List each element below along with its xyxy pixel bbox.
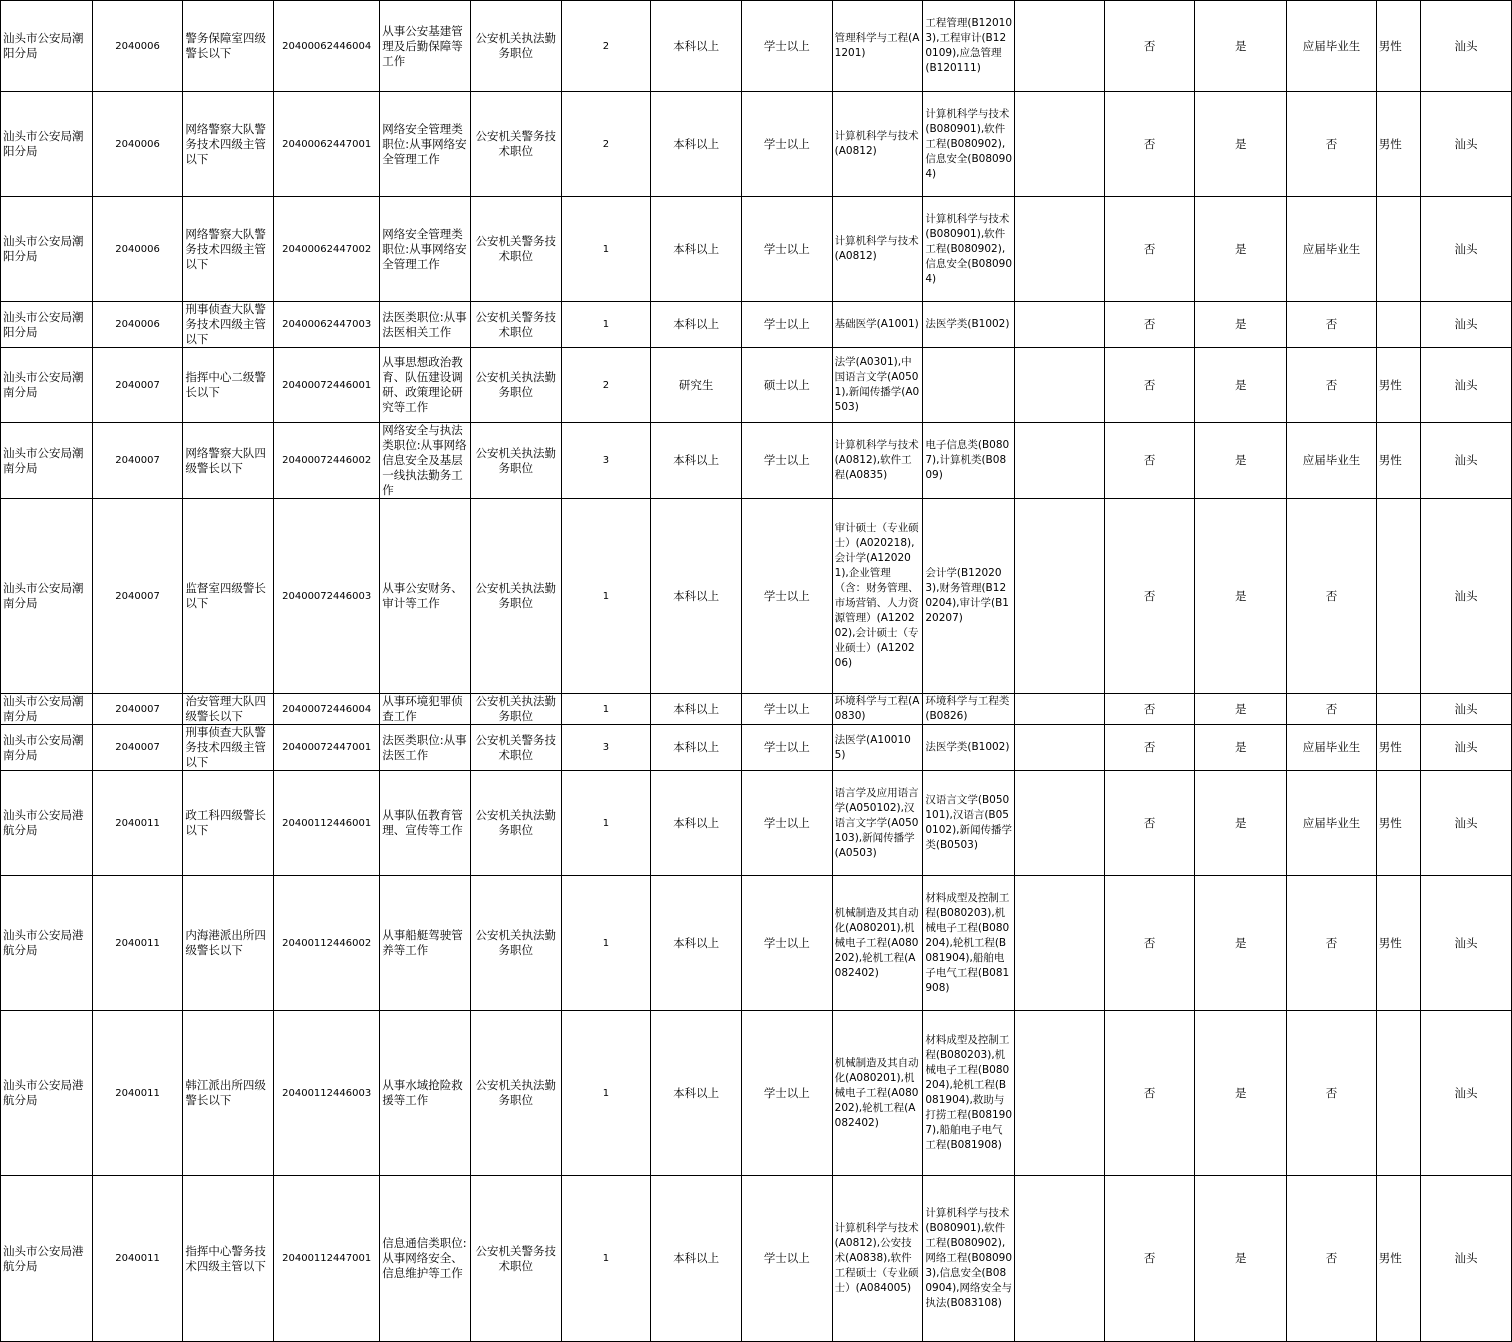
duties-cell: 法医类职位:从事法医相关工作	[380, 302, 471, 348]
grassroots-experience-cell: 否	[1104, 302, 1195, 348]
professional-exam-cell: 是	[1195, 1011, 1287, 1176]
duties-cell: 网络安全与执法类职位:从事网络信息安全及基层一线执法勤务工作	[380, 423, 471, 499]
graduate-major-cell: 计算机科学与技术(A0812),公安技术(A0838),软件工程硕士（专业硕士）(A084005)	[832, 1176, 923, 1342]
gender-cell	[1376, 1011, 1420, 1176]
location-cell: 汕头	[1421, 197, 1512, 302]
unit-cell: 汕头市公安局潮阳分局	[1, 92, 93, 197]
undergraduate-major-cell: 法医学类(B1002)	[923, 302, 1015, 348]
duties-cell: 从事思想政治教育、队伍建设调研、政策理论研究等工作	[380, 348, 471, 423]
education-cell: 本科以上	[651, 1, 742, 92]
undergraduate-major-cell: 电子信息类(B0807),计算机类(B0809)	[923, 423, 1015, 499]
location-cell: 汕头	[1421, 423, 1512, 499]
graduate-major-cell: 计算机科学与技术(A0812)	[832, 197, 923, 302]
table-row	[1, 302, 1512, 348]
degree-cell: 学士以上	[741, 302, 832, 348]
unit-code-cell: 2040011	[92, 1176, 183, 1342]
gender-cell	[1376, 197, 1420, 302]
fresh-graduate-cell: 应届毕业生	[1287, 771, 1377, 876]
gender-cell	[1376, 302, 1420, 348]
degree-cell: 学士以上	[741, 1, 832, 92]
unit-code-cell: 2040006	[92, 1, 183, 92]
fresh-graduate-cell: 否	[1287, 694, 1377, 725]
degree-cell: 学士以上	[741, 771, 832, 876]
gender-cell: 男性	[1376, 348, 1420, 423]
count-cell: 1	[561, 771, 651, 876]
professional-exam-cell: 是	[1195, 771, 1287, 876]
gender-cell: 男性	[1376, 1, 1420, 92]
grassroots-experience-cell: 否	[1104, 1176, 1195, 1342]
unit-cell: 汕头市公安局潮南分局	[1, 725, 93, 771]
unit-cell: 汕头市公安局潮南分局	[1, 348, 93, 423]
category-cell: 公安机关执法勤务职位	[470, 1011, 561, 1176]
location-cell: 汕头	[1421, 348, 1512, 423]
unit-code-cell: 2040007	[92, 725, 183, 771]
graduate-major-cell: 审计硕士（专业硕士）(A020218),会计学(A120201),企业管理（含：财务管理、市场营销、人力资源管理）(A120202),会计硕士（专业硕士）(A120206)	[832, 499, 923, 694]
location-cell: 汕头	[1421, 725, 1512, 771]
professional-exam-cell: 是	[1195, 876, 1287, 1011]
unit-code-cell: 2040011	[92, 1011, 183, 1176]
location-cell: 汕头	[1421, 92, 1512, 197]
count-cell: 2	[561, 1, 651, 92]
category-cell: 公安机关执法勤务职位	[470, 1, 561, 92]
position-code-cell: 20400062446004	[274, 1, 380, 92]
location-cell: 汕头	[1421, 302, 1512, 348]
fresh-graduate-cell: 应届毕业生	[1287, 423, 1377, 499]
undergraduate-major-cell: 工程管理(B120103),工程审计(B120109),应急管理(B120111)	[923, 1, 1015, 92]
table-row	[1, 725, 1512, 771]
gender-cell	[1376, 694, 1420, 725]
duties-cell: 信息通信类职位:从事网络安全、信息维护等工作	[380, 1176, 471, 1342]
count-cell: 1	[561, 499, 651, 694]
grassroots-experience-cell: 否	[1104, 348, 1195, 423]
table-row	[1, 92, 1512, 197]
table-row	[1, 694, 1512, 725]
position-name-cell: 监督室四级警长以下	[183, 499, 274, 694]
gender-cell: 男性	[1376, 1176, 1420, 1342]
college-major-cell	[1015, 725, 1105, 771]
fresh-graduate-cell: 应届毕业生	[1287, 725, 1377, 771]
unit-code-cell: 2040006	[92, 197, 183, 302]
position-name-cell: 网络警察大队警务技术四级主管以下	[183, 92, 274, 197]
table-row	[1, 423, 1512, 499]
duties-cell: 从事水域抢险救援等工作	[380, 1011, 471, 1176]
position-name-cell: 网络警察大队警务技术四级主管以下	[183, 197, 274, 302]
gender-cell: 男性	[1376, 92, 1420, 197]
degree-cell: 学士以上	[741, 423, 832, 499]
count-cell: 1	[561, 1011, 651, 1176]
college-major-cell	[1015, 197, 1105, 302]
gender-cell	[1376, 499, 1420, 694]
college-major-cell	[1015, 694, 1105, 725]
table-row	[1, 197, 1512, 302]
undergraduate-major-cell: 会计学(B120203),财务管理(B120204),审计学(B120207)	[923, 499, 1015, 694]
count-cell: 3	[561, 725, 651, 771]
graduate-major-cell: 语言学及应用语言学(A050102),汉语言文字学(A050103),新闻传播学(A0503)	[832, 771, 923, 876]
count-cell: 3	[561, 423, 651, 499]
duties-cell: 网络安全管理类职位:从事网络安全管理工作	[380, 197, 471, 302]
fresh-graduate-cell: 否	[1287, 1011, 1377, 1176]
degree-cell: 学士以上	[741, 197, 832, 302]
category-cell: 公安机关执法勤务职位	[470, 876, 561, 1011]
grassroots-experience-cell: 否	[1104, 1011, 1195, 1176]
count-cell: 2	[561, 92, 651, 197]
location-cell: 汕头	[1421, 1011, 1512, 1176]
professional-exam-cell: 是	[1195, 92, 1287, 197]
position-name-cell: 内海港派出所四级警长以下	[183, 876, 274, 1011]
unit-cell: 汕头市公安局港航分局	[1, 1176, 93, 1342]
undergraduate-major-cell: 汉语言文学(B050101),汉语言(B050102),新闻传播学类(B0503)	[923, 771, 1015, 876]
graduate-major-cell: 管理科学与工程(A1201)	[832, 1, 923, 92]
position-code-cell: 20400112446003	[274, 1011, 380, 1176]
professional-exam-cell: 是	[1195, 1, 1287, 92]
location-cell: 汕头	[1421, 876, 1512, 1011]
undergraduate-major-cell: 法医学类(B1002)	[923, 725, 1015, 771]
position-code-cell: 20400112446001	[274, 771, 380, 876]
education-cell: 本科以上	[651, 423, 742, 499]
gender-cell: 男性	[1376, 423, 1420, 499]
gender-cell: 男性	[1376, 771, 1420, 876]
position-name-cell: 韩江派出所四级警长以下	[183, 1011, 274, 1176]
college-major-cell	[1015, 499, 1105, 694]
professional-exam-cell: 是	[1195, 694, 1287, 725]
duties-cell: 从事公安财务、审计等工作	[380, 499, 471, 694]
grassroots-experience-cell: 否	[1104, 92, 1195, 197]
college-major-cell	[1015, 302, 1105, 348]
position-name-cell: 网络警察大队四级警长以下	[183, 423, 274, 499]
duties-cell: 从事船艇驾驶管养等工作	[380, 876, 471, 1011]
duties-cell: 从事队伍教育管理、宣传等工作	[380, 771, 471, 876]
graduate-major-cell: 机械制造及其自动化(A080201),机械电子工程(A080202),轮机工程(A082402)	[832, 876, 923, 1011]
degree-cell: 学士以上	[741, 499, 832, 694]
professional-exam-cell: 是	[1195, 302, 1287, 348]
unit-cell: 汕头市公安局潮阳分局	[1, 302, 93, 348]
table-row	[1, 876, 1512, 1011]
position-name-cell: 治安管理大队四级警长以下	[183, 694, 274, 725]
graduate-major-cell: 机械制造及其自动化(A080201),机械电子工程(A080202),轮机工程(A082402)	[832, 1011, 923, 1176]
undergraduate-major-cell: 计算机科学与技术(B080901),软件工程(B080902),信息安全(B080904)	[923, 92, 1015, 197]
category-cell: 公安机关执法勤务职位	[470, 348, 561, 423]
duties-cell: 从事公安基建管理及后勤保障等工作	[380, 1, 471, 92]
category-cell: 公安机关警务技术职位	[470, 1176, 561, 1342]
degree-cell: 学士以上	[741, 1011, 832, 1176]
fresh-graduate-cell: 否	[1287, 348, 1377, 423]
table-row	[1, 771, 1512, 876]
college-major-cell	[1015, 348, 1105, 423]
location-cell: 汕头	[1421, 771, 1512, 876]
count-cell: 1	[561, 1176, 651, 1342]
education-cell: 本科以上	[651, 694, 742, 725]
duties-cell: 网络安全管理类职位:从事网络安全管理工作	[380, 92, 471, 197]
location-cell: 汕头	[1421, 1, 1512, 92]
unit-cell: 汕头市公安局港航分局	[1, 771, 93, 876]
unit-code-cell: 2040011	[92, 771, 183, 876]
position-name-cell: 指挥中心警务技术四级主管以下	[183, 1176, 274, 1342]
unit-code-cell: 2040007	[92, 499, 183, 694]
unit-cell: 汕头市公安局潮南分局	[1, 423, 93, 499]
position-code-cell: 20400112446002	[274, 876, 380, 1011]
graduate-major-cell: 环境科学与工程(A0830)	[832, 694, 923, 725]
grassroots-experience-cell: 否	[1104, 197, 1195, 302]
fresh-graduate-cell: 应届毕业生	[1287, 1, 1377, 92]
category-cell: 公安机关执法勤务职位	[470, 694, 561, 725]
category-cell: 公安机关警务技术职位	[470, 725, 561, 771]
fresh-graduate-cell: 否	[1287, 92, 1377, 197]
graduate-major-cell: 法学(A0301),中国语言文学(A0501),新闻传播学(A0503)	[832, 348, 923, 423]
college-major-cell	[1015, 876, 1105, 1011]
unit-cell: 汕头市公安局港航分局	[1, 876, 93, 1011]
category-cell: 公安机关执法勤务职位	[470, 499, 561, 694]
unit-code-cell: 2040007	[92, 348, 183, 423]
grassroots-experience-cell: 否	[1104, 1, 1195, 92]
position-name-cell: 政工科四级警长以下	[183, 771, 274, 876]
undergraduate-major-cell: 材料成型及控制工程(B080203),机械电子工程(B080204),轮机工程(B081904),救助与打捞工程(B081907),船舶电子电气工程(B081908)	[923, 1011, 1015, 1176]
education-cell: 本科以上	[651, 197, 742, 302]
education-cell: 本科以上	[651, 302, 742, 348]
unit-cell: 汕头市公安局潮南分局	[1, 499, 93, 694]
grassroots-experience-cell: 否	[1104, 725, 1195, 771]
position-code-cell: 20400072446001	[274, 348, 380, 423]
college-major-cell	[1015, 92, 1105, 197]
unit-cell: 汕头市公安局潮南分局	[1, 694, 93, 725]
location-cell: 汕头	[1421, 499, 1512, 694]
degree-cell: 学士以上	[741, 694, 832, 725]
unit-cell: 汕头市公安局潮阳分局	[1, 197, 93, 302]
degree-cell: 学士以上	[741, 725, 832, 771]
category-cell: 公安机关执法勤务职位	[470, 771, 561, 876]
position-code-cell: 20400062447001	[274, 92, 380, 197]
position-code-cell: 20400062447003	[274, 302, 380, 348]
category-cell: 公安机关警务技术职位	[470, 92, 561, 197]
college-major-cell	[1015, 1176, 1105, 1342]
fresh-graduate-cell: 否	[1287, 499, 1377, 694]
education-cell: 本科以上	[651, 92, 742, 197]
degree-cell: 学士以上	[741, 1176, 832, 1342]
professional-exam-cell: 是	[1195, 348, 1287, 423]
education-cell: 本科以上	[651, 1011, 742, 1176]
graduate-major-cell: 计算机科学与技术(A0812),软件工程(A0835)	[832, 423, 923, 499]
position-code-cell: 20400062447002	[274, 197, 380, 302]
table-row	[1, 348, 1512, 423]
duties-cell: 法医类职位:从事法医工作	[380, 725, 471, 771]
position-code-cell: 20400072446004	[274, 694, 380, 725]
category-cell: 公安机关警务技术职位	[470, 302, 561, 348]
fresh-graduate-cell: 否	[1287, 876, 1377, 1011]
undergraduate-major-cell: 材料成型及控制工程(B080203),机械电子工程(B080204),轮机工程(B081904),船舶电子电气工程(B081908)	[923, 876, 1015, 1011]
position-code-cell: 20400072446002	[274, 423, 380, 499]
count-cell: 1	[561, 694, 651, 725]
graduate-major-cell: 法医学(A100105)	[832, 725, 923, 771]
unit-cell: 汕头市公安局港航分局	[1, 1011, 93, 1176]
graduate-major-cell: 基础医学(A1001)	[832, 302, 923, 348]
position-code-cell: 20400112447001	[274, 1176, 380, 1342]
professional-exam-cell: 是	[1195, 423, 1287, 499]
fresh-graduate-cell: 否	[1287, 302, 1377, 348]
table-row	[1, 499, 1512, 694]
degree-cell: 学士以上	[741, 92, 832, 197]
grassroots-experience-cell: 否	[1104, 694, 1195, 725]
unit-code-cell: 2040011	[92, 876, 183, 1011]
graduate-major-cell: 计算机科学与技术(A0812)	[832, 92, 923, 197]
grassroots-experience-cell: 否	[1104, 499, 1195, 694]
professional-exam-cell: 是	[1195, 1176, 1287, 1342]
undergraduate-major-cell: 环境科学与工程类(B0826)	[923, 694, 1015, 725]
position-code-cell: 20400072446003	[274, 499, 380, 694]
education-cell: 本科以上	[651, 499, 742, 694]
gender-cell: 男性	[1376, 725, 1420, 771]
count-cell: 1	[561, 876, 651, 1011]
table-row	[1, 1, 1512, 92]
position-name-cell: 指挥中心二级警长以下	[183, 348, 274, 423]
unit-code-cell: 2040006	[92, 92, 183, 197]
professional-exam-cell: 是	[1195, 499, 1287, 694]
education-cell: 本科以上	[651, 725, 742, 771]
grassroots-experience-cell: 否	[1104, 876, 1195, 1011]
unit-code-cell: 2040007	[92, 423, 183, 499]
position-name-cell: 警务保障室四级警长以下	[183, 1, 274, 92]
college-major-cell	[1015, 771, 1105, 876]
college-major-cell	[1015, 1, 1105, 92]
duties-cell: 从事环境犯罪侦查工作	[380, 694, 471, 725]
location-cell: 汕头	[1421, 1176, 1512, 1342]
degree-cell: 硕士以上	[741, 348, 832, 423]
category-cell: 公安机关执法勤务职位	[470, 423, 561, 499]
grassroots-experience-cell: 否	[1104, 771, 1195, 876]
degree-cell: 学士以上	[741, 876, 832, 1011]
undergraduate-major-cell	[923, 348, 1015, 423]
grassroots-experience-cell: 否	[1104, 423, 1195, 499]
college-major-cell	[1015, 423, 1105, 499]
education-cell: 本科以上	[651, 771, 742, 876]
professional-exam-cell: 是	[1195, 725, 1287, 771]
count-cell: 2	[561, 348, 651, 423]
education-cell: 本科以上	[651, 876, 742, 1011]
undergraduate-major-cell: 计算机科学与技术(B080901),软件工程(B080902),信息安全(B080904)	[923, 197, 1015, 302]
unit-code-cell: 2040006	[92, 302, 183, 348]
position-code-cell: 20400072447001	[274, 725, 380, 771]
fresh-graduate-cell: 应届毕业生	[1287, 197, 1377, 302]
table-row	[1, 1176, 1512, 1342]
education-cell: 本科以上	[651, 1176, 742, 1342]
fresh-graduate-cell: 否	[1287, 1176, 1377, 1342]
location-cell: 汕头	[1421, 694, 1512, 725]
position-name-cell: 刑事侦查大队警务技术四级主管以下	[183, 725, 274, 771]
table-row	[1, 1011, 1512, 1176]
unit-code-cell: 2040007	[92, 694, 183, 725]
position-name-cell: 刑事侦查大队警务技术四级主管以下	[183, 302, 274, 348]
college-major-cell	[1015, 1011, 1105, 1176]
count-cell: 1	[561, 302, 651, 348]
gender-cell: 男性	[1376, 876, 1420, 1011]
professional-exam-cell: 是	[1195, 197, 1287, 302]
unit-cell: 汕头市公安局潮阳分局	[1, 1, 93, 92]
education-cell: 研究生	[651, 348, 742, 423]
count-cell: 1	[561, 197, 651, 302]
category-cell: 公安机关警务技术职位	[470, 197, 561, 302]
undergraduate-major-cell: 计算机科学与技术(B080901),软件工程(B080902),网络工程(B080903),信息安全(B080904),网络安全与执法(B083108)	[923, 1176, 1015, 1342]
